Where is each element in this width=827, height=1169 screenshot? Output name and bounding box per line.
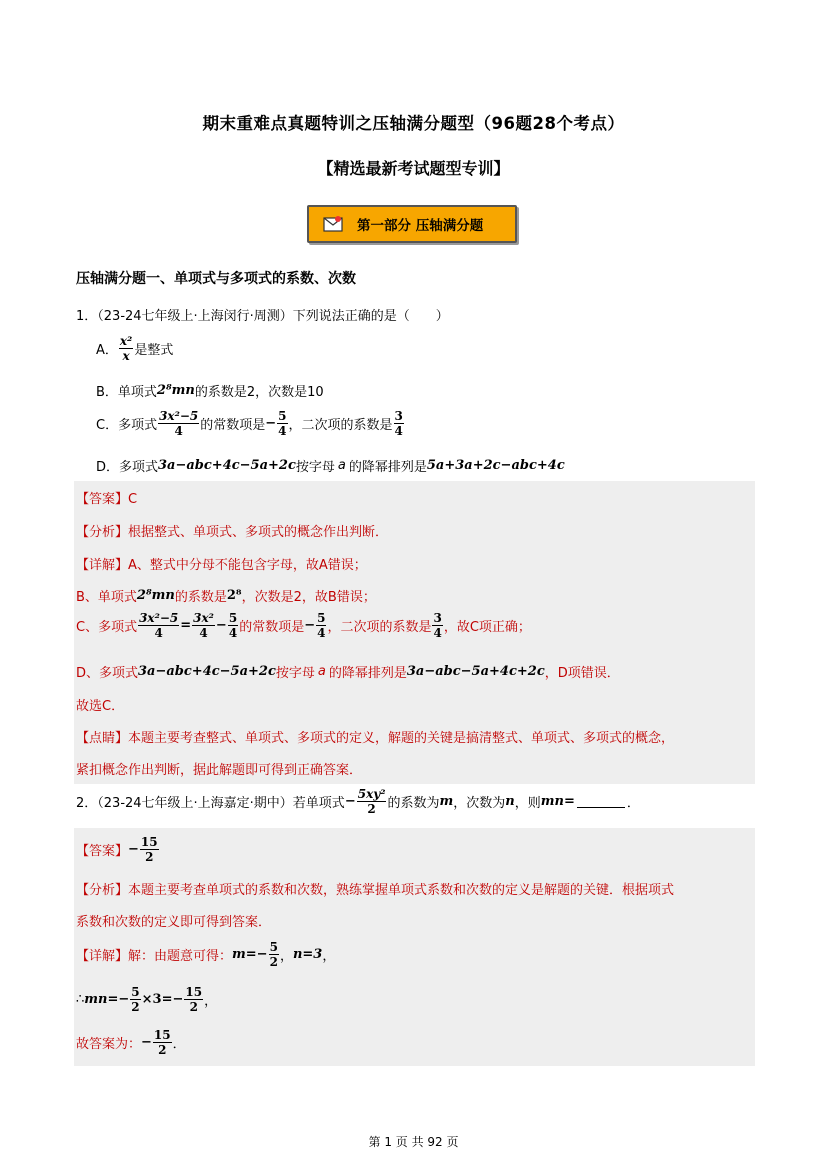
banner-label: 第一部分 压轴满分题	[357, 218, 484, 234]
page-footer: 第 1 页 共 92 页	[368, 1135, 459, 1149]
answer-blank	[577, 795, 625, 808]
option-b: B．单项式 2⁸mn 的系数是2，次数是10	[96, 383, 324, 400]
option-c: C．多项式 $\frac{\text{3x²−5}}{4}$ 的常数项是 − $\frac{5}{4}$ ，二次项的系数是 $\frac{3}{4}$	[96, 409, 403, 438]
option-d: D．多项式 3a−abc+4c−5a+2c 按字母 a 的降幂排列是 5a+3a+2c−abc+4c	[96, 458, 565, 475]
question-1-stem: 1．（23-24七年级上·上海闵行·周测）下列说法正确的是（ ）	[76, 309, 449, 324]
analysis-2-line-1: 【分析】本题主要考查单项式的系数和次数，熟练掌握单项式系数和次数的定义是解题的关键．根据项式	[76, 883, 675, 898]
envelope-icon	[323, 215, 343, 233]
detail-2-line-2: ∴ mn =− $\frac{5}{2}$ ×3=− $\frac{15}{2}$ ，	[76, 985, 218, 1014]
comment-1-line-2: 紧扣概念作出判断，据此解题即可得到正确答案．	[76, 763, 363, 778]
analysis-2-line-2: 系数和次数的定义即可得到答案．	[76, 915, 272, 930]
page-subtitle: 【精选最新考试题型专训】	[317, 159, 510, 178]
detail-1-line-2: B、单项式 2⁸mn 的系数是 2⁸ ，次数是2，故B错误；	[76, 588, 376, 605]
part-banner	[307, 205, 517, 243]
detail-1-line-3: C、多项式 $\frac{\text{3x²−5}}{4}$ = $\frac{\text{3x²}}{4}$ − $\frac{5}{4}$ 的常数项是 − $\frac{5}{4}$ ，二次项的系数是 $\frac{3}{4}$ ，故C项正确；	[76, 611, 531, 640]
detail-1-line-1: 【详解】A、整式中分母不能包含字母，故A错误；	[76, 558, 367, 573]
answer-2: 【答案】 − $\frac{15}{2}$	[76, 835, 158, 864]
final-answer-2: 故答案为： − $\frac{15}{2}$ ．	[76, 1028, 186, 1057]
analysis-1: 【分析】根据整式、单项式、多项式的概念作出判断．	[76, 525, 389, 540]
page-title: 期末重难点真题特训之压轴满分题型（96题28个考点）	[202, 114, 625, 133]
option-a: A． $\frac{\text{x²}}{x}$ 是整式	[96, 334, 174, 363]
comment-1-line-1: 【点睛】本题主要考查整式、单项式、多项式的定义，解题的关键是搞清整式、单项式、多项式的概念，	[76, 731, 675, 746]
detail-1-line-4: D、多项式 3a−abc+4c−5a+2c 按字母 a 的降幂排列是 3a−abc−5a+4c+2c ，D项错误．	[76, 664, 620, 681]
question-2-stem: 2．（23-24七年级上·上海嘉定·期中）若单项式 − $\frac{\text{5xy²}}{2}$ 的系数为 m ，次数为 n ，则 mn = ．	[76, 787, 640, 816]
answer-1: 【答案】C	[76, 492, 138, 507]
detail-2-line-1: 【详解】解：由题意可得： m =− $\frac{5}{2}$ ， n=3 ，	[76, 940, 336, 969]
section-heading: 压轴满分题一、单项式与多项式的系数、次数	[76, 271, 356, 287]
conclusion-1: 故选C．	[76, 699, 125, 714]
